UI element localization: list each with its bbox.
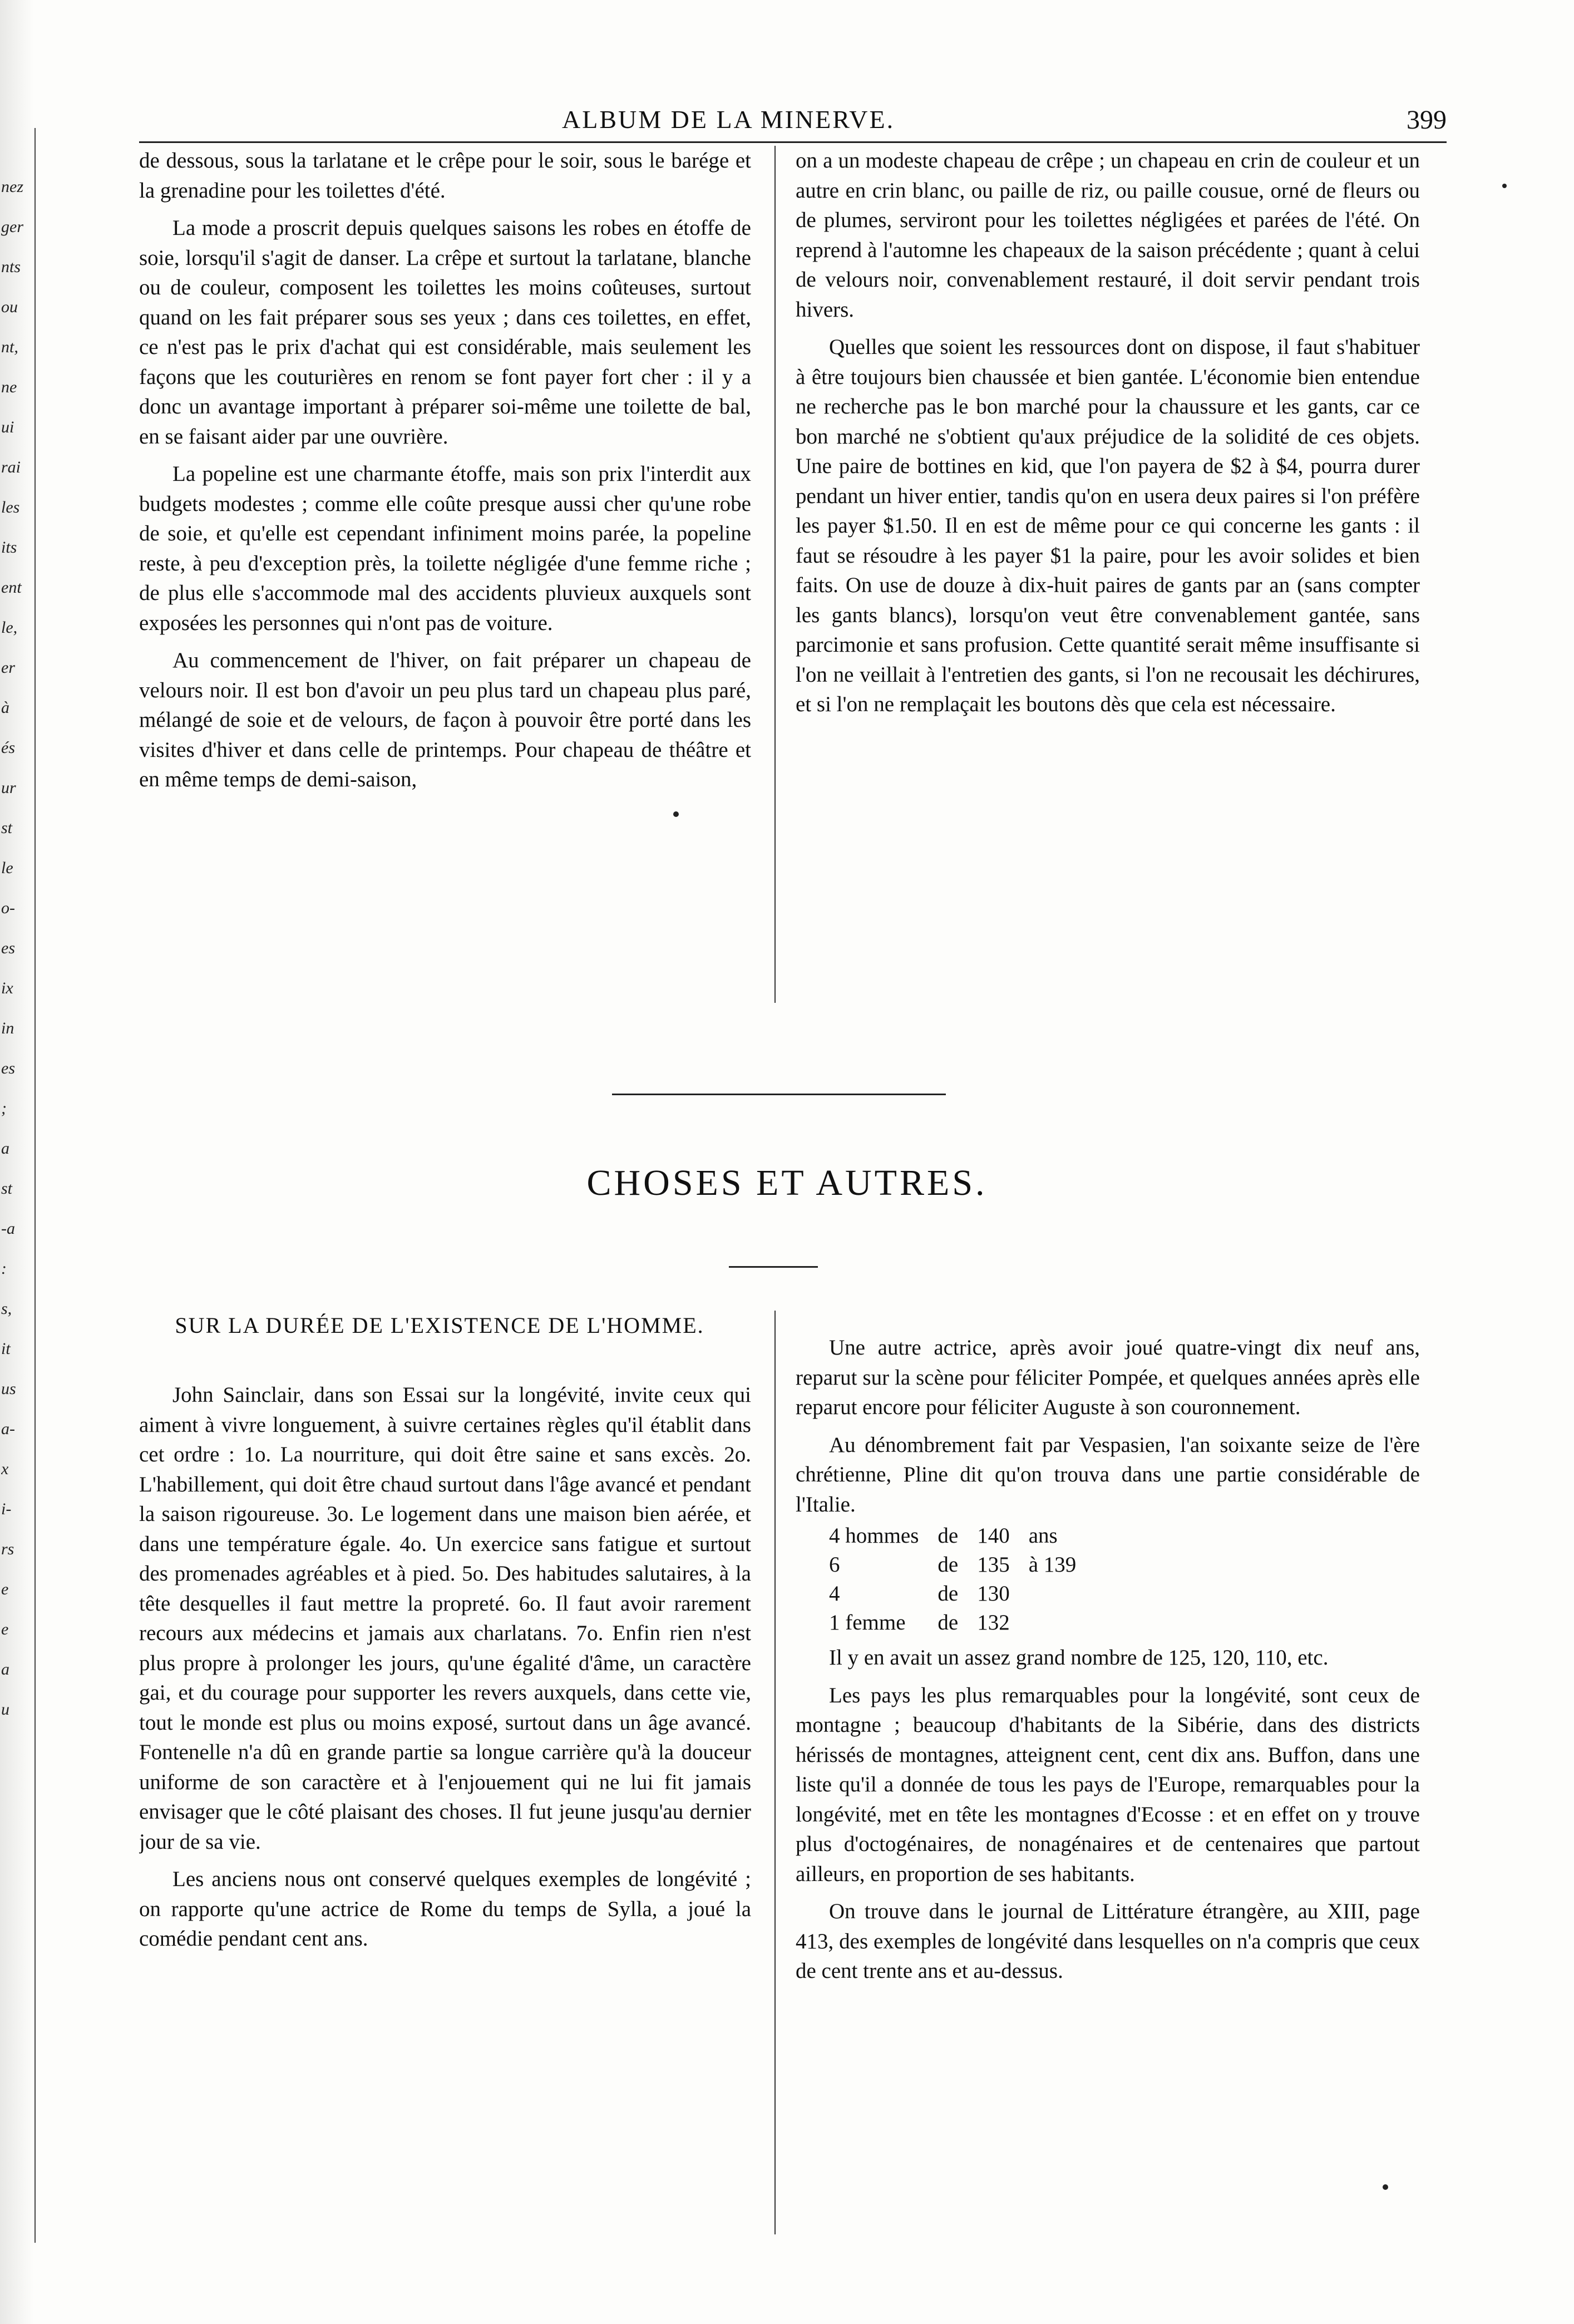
gutter-fragment: st	[1, 1179, 13, 1198]
gutter-fragment: nts	[1, 258, 21, 276]
facing-page-fragments	[1, 167, 32, 1730]
article-left-column	[139, 1380, 751, 2237]
gutter-fragment: ne	[1, 378, 17, 396]
gutter-fragment: ger	[1, 218, 23, 236]
gutter-fragment: rai	[1, 458, 21, 476]
table-cell: ans	[1028, 1524, 1058, 1548]
table-row	[829, 1550, 1095, 1579]
gutter-fragment: i-	[1, 1500, 12, 1518]
table-cell: de	[938, 1553, 959, 1577]
gutter-fragment: a-	[1, 1420, 15, 1438]
paragraph: Au commencement de l'hiver, on fait préparer un chapeau de velours noir. Il est bon d'avoir un peu plus tard un chapeau plus paré, mélangé de soie et de velours, de façon à pouvoir être porté dans les visites d'hiver et dans celle de printemps. Pour chapeau de théâtre et en même temps de demi-saison,	[139, 648, 751, 791]
gutter-fragment: le,	[1, 618, 18, 637]
gutter-fragment: ;	[1, 1099, 7, 1117]
article-right-column	[796, 1333, 1420, 2234]
table-cell: de	[938, 1611, 959, 1634]
gutter-fragment: les	[1, 498, 20, 516]
longevity-table	[829, 1522, 1095, 1637]
paragraph: Les pays les plus remarquables pour la longévité, sont ceux de montagne ; beaucoup d'habitants de la Sibérie, dans des districts hérissés de montagnes, atteignent cent, cent dix ans. Buffon, dans une liste qu'il a donnée de tous les pays de l'Europe, remarquables pour la longévité, met en tête les montagnes d'Ecosse : et en effet on y trouve plus d'octogénaires, de nonagénaires et de centenaires que partout ailleurs, en proportion de ses habitants.	[796, 1683, 1420, 1886]
top-right-column	[796, 146, 1420, 1008]
gutter-fragment: nez	[1, 178, 23, 196]
gutter-fragment: it	[1, 1340, 11, 1358]
paragraph: Il y en avait un assez grand nombre de 125, 120, 110, etc.	[829, 1646, 1329, 1670]
section-title-underline	[729, 1266, 818, 1268]
gutter-fragment: -a	[1, 1219, 15, 1238]
table-cell	[1029, 1608, 1096, 1637]
gutter-fragment: ur	[1, 779, 16, 797]
table-cell: 4 hommes	[829, 1524, 919, 1548]
gutter-fragment: s,	[1, 1299, 12, 1318]
article-right-paragraphs-after	[796, 1643, 1420, 1986]
section-title: CHOSES ET AUTRES.	[586, 1163, 988, 1203]
paragraph: La mode a proscrit depuis quelques saisons les robes en étoffe de soie, lorsqu'il s'agit de danser. La crêpe et surtout la tarlatane, blanche ou de couleur, composent les toilettes les moins coûteuses, surtout quand on les fait préparer sous ses yeux ; dans ces toilettes, en effet, ce n'est pas le prix d'achat qui est considérable, mais seulement les façons que les couturières en renom se font payer fort cher : il y a donc un avantage important à préparer soi-même une toilette de bal, en se faisant aider par une ouvrière.	[139, 216, 751, 449]
gutter-fragment: its	[1, 538, 17, 557]
gutter-fragment: :	[1, 1259, 7, 1278]
article-title: SUR LA DURÉE DE L'EXISTENCE DE L'HOMME.	[175, 1313, 704, 1338]
gutter-fragment: e	[1, 1580, 9, 1598]
column-divider-bottom	[774, 1311, 776, 2234]
table-cell: 130	[977, 1582, 1010, 1606]
table-row	[829, 1579, 1095, 1608]
gutter-fragment: er	[1, 658, 15, 677]
table-cell: 135	[977, 1553, 1010, 1577]
table-cell: à 139	[1028, 1553, 1077, 1577]
gutter-fragment: nt,	[1, 338, 18, 356]
paragraph: Une autre actrice, après avoir joué quatre-vingt dix neuf ans, reparut sur la scène pour féliciter Pompée, et quelques années après elle reparut encore pour féliciter Auguste à son couronnement.	[796, 1336, 1420, 1419]
gutter-fragment: ui	[1, 418, 14, 436]
gutter-fragment: le	[1, 859, 13, 877]
table-cell: 6	[829, 1553, 840, 1577]
gutter-fragment: es	[1, 1059, 15, 1077]
table-cell: 140	[977, 1524, 1010, 1548]
header-rule	[139, 141, 1447, 143]
gutter-fragment: x	[1, 1460, 9, 1478]
paragraph: de dessous, sous la tarlatane et le crêpe pour le soir, sous le barége et la grenadine pour les toilettes d'été.	[139, 149, 751, 203]
gutter-fragment: e	[1, 1620, 9, 1638]
paragraph: Les anciens nous ont conservé quelques exemples de longévité ; on rapporte qu'une actrice de Rome du temps de Sylla, a joué la comédie pendant cent ans.	[139, 1867, 751, 1951]
ink-speck	[1502, 184, 1507, 188]
table-cell: de	[938, 1582, 959, 1606]
gutter-fragment: u	[1, 1700, 9, 1719]
gutter-fragment: a	[1, 1660, 9, 1678]
running-head-title: ALBUM DE LA MINERVE.	[562, 105, 895, 134]
top-left-column	[139, 146, 751, 1008]
gutter-fragment: in	[1, 1019, 14, 1037]
gutter-fragment: ou	[1, 298, 18, 316]
gutter-fragment: st	[1, 819, 13, 837]
table-cell: 132	[977, 1611, 1010, 1634]
paragraph: on a un modeste chapeau de crêpe ; un chapeau en crin de couleur et un autre en crin blanc, ou paille de riz, ou paille cousue, orné de fleurs ou de plumes, serviront pour les toilettes négligées et parées de l'été. On reprend à l'automne les chapeaux de la saison précédente ; quant à celui de velours noir, convenablement restauré, il doit servir pendant trois hivers.	[796, 149, 1420, 322]
table-row	[829, 1608, 1095, 1637]
section-separator-rule	[612, 1094, 946, 1095]
gutter-fragment: us	[1, 1380, 16, 1398]
paragraph: Quelles que soient les ressources dont on dispose, il faut s'habituer à être toujours bien chaussée et bien gantée. L'économie bien entendue ne recherche pas le bon marché pour la chaussure et les gants, car ce bon marché ne s'obtient qu'aux préjudice de la solidité de ces objets. Une paire de bottines en kid, que l'on payera de $2 à $4, pourra durer pendant un hiver entier, tandis qu'on en usera deux paires si l'on préfère les payer $1.50. Il en est de même pour ce qui concerne les gants : il faut se résoudre à les payer $1 la paire, pour les avoir solides et bien faits. On use de douze à dix-huit paires de gants par an (sans compter les gants blancs), lorsqu'on veut être convenablement gantée, sans parcimonie et sans profusion. Cette quantité serait même insuffisante si l'on ne veillait à l'entretien des gants, si l'on ne recousait les déchirures, et si l'on ne remplaçait les boutons dès que cela est nécessaire.	[796, 335, 1420, 716]
paragraph: John Sainclair, dans son Essai sur la longévité, invite ceux qui aiment à vivre longuement, à suivre certaines règles qu'il établit dans cet ordre : 1o. La nourriture, qui doit être saine et sans excès. 2o. L'habillement, qui doit être chaud surtout dans l'âge avancé et pendant la saison rigoureuse. 3o. Le logement dans une maison bien aérée, et dans une température égale. 4o. Un exercice sans fatigue et surtout des promenades agréables et à pied. 5o. Des habitudes salutaires, à la tête desquelles il faut mettre la propreté. 6o. Il faut avoir rarement recours aux médecins et jamais aux charlatans. 7o. Enfin rien n'est plus propre à prolonger les jours, qu'une égalité d'âme, un caractère gai, et du courage pour supporter les revers auxquels, dans cette vie, tout le monde est plus ou moins exposé, surtout dans un âge avancé. Fontenelle n'a dû en grande partie sa longue carrière qu'à la douceur uniforme de son caractère et à l'enjouement qui ne lui fit jamais envisager que le côté plaisant des choses. Il fut jeune jusqu'au dernier jour de sa vie.	[139, 1383, 751, 1854]
ink-speck	[673, 811, 679, 817]
table-cell: 1 femme	[829, 1611, 906, 1634]
table-row	[829, 1522, 1095, 1550]
paragraph: On trouve dans le journal de Littérature étrangère, au XIII, page 413, des exemples de longévité dans lesquelles on n'a compris que ceux de cent trente ans et au-dessus.	[796, 1899, 1420, 1983]
article-right-paragraphs-before	[796, 1333, 1420, 1519]
page-number: 399	[1407, 105, 1447, 135]
running-head	[139, 105, 1447, 138]
gutter-fragment: és	[1, 738, 15, 757]
table-cell	[1029, 1579, 1096, 1608]
table-cell: de	[938, 1524, 959, 1548]
gutter-fragment: ix	[1, 979, 13, 997]
gutter-fragment: à	[1, 698, 9, 717]
paragraph: Au dénombrement fait par Vespasien, l'an soixante seize de l'ère chrétienne, Pline dit qu'on trouva dans une partie considérable de l'Italie.	[796, 1432, 1420, 1516]
gutter-fragment: a	[1, 1139, 9, 1158]
gutter-fragment: o-	[1, 899, 15, 917]
paragraph: La popeline est une charmante étoffe, mais son prix l'interdit aux budgets modestes ; comme elle coûte presque aussi cher qu'une robe de soie, et qu'elle est cependant infiniment moins parée, la popeline reste, à peu d'exception près, la toilette négligée d'une femme riche ; de plus elle s'accommode mal des accidents pluvieux auxquels sont exposées les personnes qui n'ont pas de voiture.	[139, 462, 751, 635]
table-cell: 4	[829, 1582, 840, 1606]
gutter-fragment: ent	[1, 578, 22, 597]
gutter-fragment: rs	[1, 1540, 14, 1558]
column-divider-top	[774, 146, 776, 1003]
ink-speck	[1383, 2184, 1388, 2190]
gutter-fragment: es	[1, 939, 15, 957]
